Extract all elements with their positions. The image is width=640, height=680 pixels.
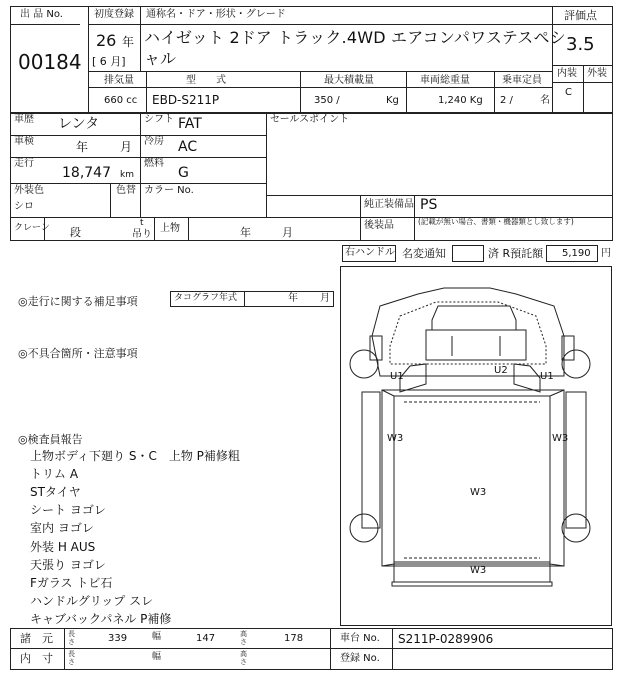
- defects-heading: ◎不具合箇所・注意事項: [18, 347, 138, 360]
- color-code-label: カラー No.: [144, 185, 194, 196]
- crane-stage: 段: [70, 226, 81, 239]
- exterior-color-label: 外装色: [14, 185, 44, 196]
- total-weight: 1,240 Kg: [438, 95, 483, 106]
- report-line: トリム A: [30, 467, 79, 481]
- color-change-label: 色替: [116, 185, 136, 196]
- inner-width-label: 幅: [152, 652, 162, 662]
- diagram-u2: U2: [494, 365, 508, 376]
- report-line: 外装 H AUS: [30, 540, 96, 554]
- inspection-year: 年: [76, 140, 89, 154]
- tachograph-label: タコグラフ年式: [174, 293, 238, 303]
- vehicle-name-line1: ハイゼット 2ドア トラック.4WD エアコンパワステスペシ: [144, 28, 566, 47]
- crane-label: クレーン: [14, 223, 50, 233]
- recycle-amount: 5,190: [562, 248, 591, 259]
- report-line: シート ヨゴレ: [30, 503, 106, 517]
- reg-no-label: 登録 No.: [340, 653, 380, 664]
- history-label: 車歴: [14, 114, 34, 125]
- crane-lift: 吊り: [132, 229, 152, 240]
- height-value: 178: [284, 633, 304, 644]
- inner-length-label: 長さ: [68, 650, 75, 666]
- shift-label: シフト: [144, 114, 174, 125]
- capacity-label: 乗車定員: [502, 75, 542, 86]
- diagram-w3-left: W3: [387, 433, 404, 444]
- exterior-label: 外装: [587, 68, 607, 79]
- recycle-unit: 円: [601, 248, 611, 259]
- report-line: 上物ボディ下廻り S・C 上物 P補修粗: [30, 449, 240, 463]
- inner-dims-label: 内 寸: [20, 652, 53, 665]
- tachograph-month: 月: [320, 293, 330, 304]
- length-value: 339: [108, 633, 128, 644]
- interior-grade: C: [565, 87, 572, 98]
- tachograph-year: 年: [288, 293, 298, 304]
- ac-label: 冷房: [144, 136, 164, 147]
- lot-number: 00184: [18, 50, 82, 74]
- displacement-label: 排気量: [104, 75, 134, 86]
- mileage-label: 走行: [14, 158, 34, 169]
- displacement: 660 cc: [104, 95, 138, 106]
- shift-value: FAT: [178, 116, 202, 132]
- mileage-value: 18,747: [62, 165, 111, 181]
- score-value: 3.5: [566, 34, 595, 55]
- options-label: 純正装備品: [364, 199, 414, 210]
- sales-point-label: セールスポイント: [270, 114, 350, 125]
- crane-t: t: [140, 218, 144, 228]
- model-code: EBD-S211P: [152, 93, 220, 107]
- first-reg-month: [ 6 月]: [92, 55, 126, 68]
- diagram-w3-center: W3: [470, 487, 487, 498]
- diagram-w3-bottom: W3: [470, 565, 487, 576]
- width-value: 147: [196, 633, 216, 644]
- chassis-number: S211P-0289906: [398, 632, 494, 646]
- length-label: 長さ: [68, 630, 75, 646]
- exterior-color: シロ: [14, 201, 34, 212]
- aftermarket-label: 後装品: [364, 220, 394, 231]
- capacity-unit: 名: [540, 95, 550, 106]
- name-change-box: [452, 245, 484, 262]
- upper-year: 年: [240, 226, 251, 239]
- inner-height-label: 高さ: [240, 650, 247, 666]
- model-label: 型 式: [186, 75, 226, 86]
- mileage-unit: km: [120, 170, 134, 180]
- recycle-label: 済 R預託額: [488, 247, 544, 260]
- capacity: 2 /: [500, 95, 513, 106]
- first-reg-label: 初度登録: [94, 9, 134, 20]
- first-reg-year: 26: [96, 31, 117, 50]
- inspection-label: 車検: [14, 136, 34, 147]
- inspection-month: 月: [120, 140, 133, 154]
- options-value: PS: [420, 197, 438, 213]
- right-hand-label: 右ハンドル: [345, 247, 395, 258]
- aftermarket-note: (記載が無い場合、書類・機器類とし致します): [418, 217, 574, 226]
- dims-label: 諸 元: [20, 632, 53, 645]
- report-line: キャブバックパネル P補修: [30, 612, 172, 626]
- report-line: Fガラス トビ石: [30, 576, 113, 590]
- ac-value: AC: [178, 139, 198, 155]
- total-weight-label: 車両総重量: [420, 75, 470, 86]
- report-line: 天張り ヨゴレ: [30, 558, 106, 572]
- history-value: レンタ: [58, 116, 100, 132]
- report-line: STタイヤ: [30, 485, 81, 499]
- report-line: 室内 ヨゴレ: [30, 521, 94, 535]
- fuel-value: G: [178, 165, 189, 181]
- driving-notes-heading: ◎走行に関する補足事項: [18, 295, 138, 308]
- score-label: 評価点: [564, 9, 597, 22]
- upper-label: 上物: [160, 223, 180, 234]
- lot-label: 出 品 No.: [20, 9, 63, 20]
- vehicle-name-line2: ャル: [144, 49, 177, 68]
- footer-frame: [10, 628, 613, 670]
- inspector-report-heading: ◎検査員報告: [18, 433, 83, 446]
- vehicle-name-label: 通称名・ドア・形状・グレード: [146, 9, 286, 20]
- max-load-label: 最大積載量: [324, 75, 374, 86]
- width-label: 幅: [152, 632, 162, 642]
- diagram-u1-left: U1: [390, 371, 404, 382]
- fuel-label: 燃料: [144, 158, 164, 169]
- chassis-label: 車台 No.: [340, 633, 380, 644]
- interior-label: 内装: [557, 68, 577, 79]
- upper-month: 月: [282, 226, 293, 239]
- height-label: 高さ: [240, 630, 247, 646]
- diagram-w3-right: W3: [552, 433, 569, 444]
- report-line: ハンドルグリップ スレ: [30, 594, 154, 608]
- year-unit: 年: [122, 35, 135, 49]
- max-load-unit: Kg: [386, 95, 399, 106]
- name-change-label: 名変通知: [402, 247, 446, 260]
- diagram-u1-right: U1: [540, 371, 554, 382]
- max-load: 350 /: [314, 95, 340, 106]
